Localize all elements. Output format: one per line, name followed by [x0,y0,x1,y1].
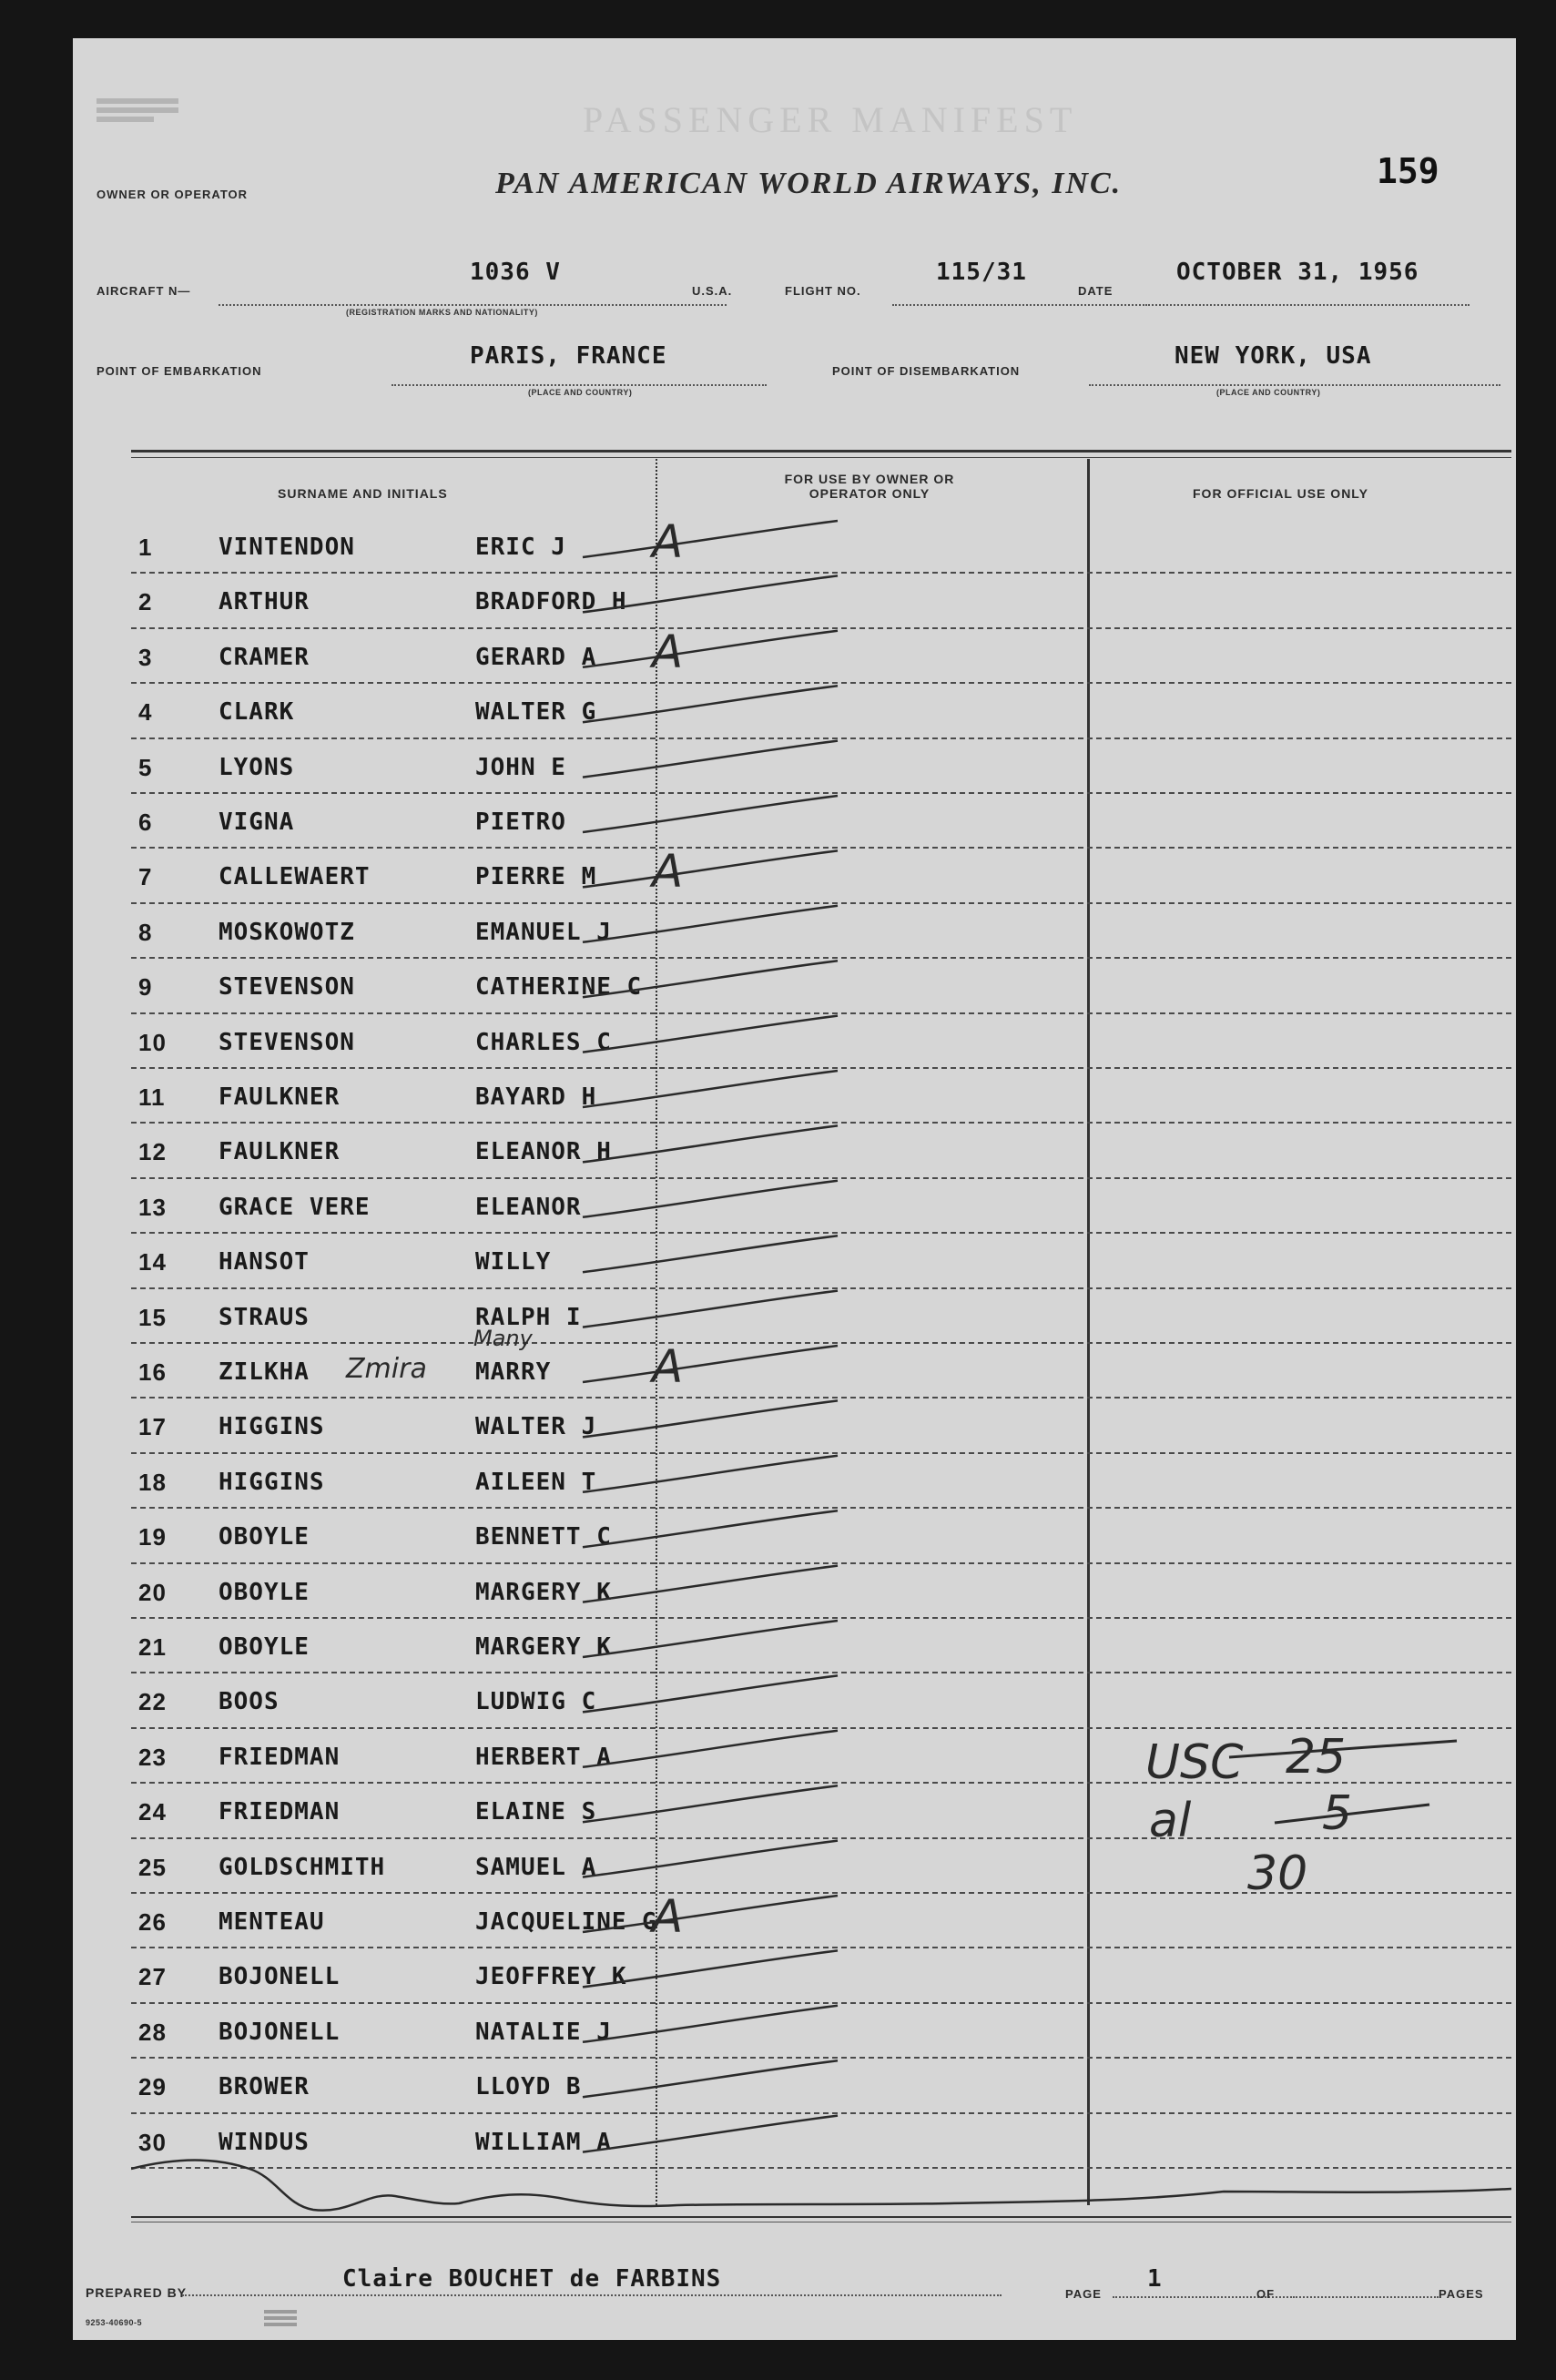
passenger-given-name: WILLY [475,1248,552,1276]
passenger-surname: MENTEAU [219,1908,325,1936]
page-number: 159 [1377,151,1439,191]
row-number: 21 [138,1633,167,1661]
passenger-surname: FAULKNER [219,1083,341,1111]
passenger-surname: FRIEDMAN [219,1798,341,1826]
tick-stroke [583,631,838,667]
row-number: 7 [138,863,153,891]
row-number: 23 [138,1743,167,1771]
passenger-given-name: JEOFFREY K [475,1963,627,1991]
manifest-title: PASSENGER MANIFEST [583,99,1078,140]
passenger-surname: HIGGINS [219,1413,325,1441]
passenger-surname: FAULKNER [219,1138,341,1166]
passenger-surname: GOLDSCHMITH [219,1853,386,1881]
embarkation-value: PARIS, FRANCE [470,342,667,370]
passenger-surname: HIGGINS [219,1468,325,1496]
check-mark-a: A [652,625,684,678]
row-number: 10 [138,1028,167,1056]
passenger-given-name: EMANUEL J [475,918,612,946]
passenger-given-name: ELEANOR [475,1193,582,1221]
passenger-surname: GRACE VERE [219,1193,371,1221]
row-number: 11 [138,1083,166,1111]
official-note-2-value: 5 [1322,1786,1353,1841]
passenger-surname: STEVENSON [219,1028,355,1056]
aircraft-value: 1036 V [470,259,561,286]
row-number: 29 [138,2073,167,2101]
aircraft-label: AIRCRAFT N— [97,284,191,298]
passenger-surname: BROWER [219,2073,310,2101]
passenger-surname: MOSKOWOTZ [219,918,355,946]
row-number: 3 [138,643,153,671]
disembarkation-label: POINT OF DISEMBARKATION [832,364,1021,378]
tick-stroke [583,1621,838,1657]
passenger-given-name: WILLIAM A [475,2128,612,2156]
row-number: 20 [138,1578,167,1606]
tick-stroke [583,1731,838,1767]
passenger-surname: FRIEDMAN [219,1743,341,1771]
column-header-official-use: FOR OFFICIAL USE ONLY [1193,486,1368,501]
passenger-surname: CALLEWAERT [219,863,371,891]
tick-stroke [583,1346,838,1382]
passenger-given-name: NATALIE J [475,2018,612,2046]
passenger-surname: VINTENDON [219,534,355,561]
passenger-surname: VIGNA [219,809,295,836]
row-number: 26 [138,1908,167,1936]
tick-stroke [583,906,838,942]
printer-stamp [264,2307,297,2331]
embarkation-label: POINT OF EMBARKATION [97,364,262,378]
row-number: 5 [138,753,153,781]
passenger-surname: OBOYLE [219,1523,310,1551]
passenger-given-name: BAYARD H [475,1083,597,1111]
tick-stroke [583,1181,838,1217]
row-number: 2 [138,588,153,616]
owner-value: PAN AMERICAN WORLD AIRWAYS, INC. [495,167,1123,200]
table-bottom-rule [131,2216,1511,2218]
passenger-given-name: LUDWIG C [475,1688,597,1716]
passenger-given-name: PIERRE M [475,863,597,891]
passenger-given-name: MARRY [475,1358,552,1386]
tick-stroke [583,796,838,832]
passenger-surname: BOJONELL [219,1963,341,1991]
passenger-given-name: ELEANOR H [475,1138,612,1166]
official-note-total: 30 [1247,1846,1308,1901]
tick-stroke [583,1400,838,1437]
usa-label: U.S.A. [692,284,733,298]
check-mark-a: A [652,845,684,899]
tick-stroke [583,686,838,722]
row-number: 16 [138,1358,167,1386]
check-mark-a: A [652,515,684,568]
tick-stroke [583,2060,838,2097]
passenger-given-name: CATHERINE C [475,973,643,1002]
row-number: 28 [138,2018,167,2046]
check-mark-a: A [652,1890,684,1943]
tick-stroke [583,1236,838,1272]
passenger-surname: ZILKHA [219,1358,310,1386]
passenger-given-name: CHARLES C [475,1028,612,1056]
row-number: 1 [138,534,153,561]
passenger-given-name: PIETRO [475,809,566,836]
row-number: 4 [138,698,153,727]
passenger-given-name: MARGERY K [475,1578,612,1606]
form-code: 9253-40690-5 [86,2318,143,2327]
tick-stroke [583,1566,838,1602]
handwritten-given-name: Zmira [346,1353,427,1385]
passenger-given-name: RALPH I [475,1303,582,1331]
page-value: 1 [1147,2265,1163,2293]
tick-stroke [583,850,838,887]
row-number: 12 [138,1138,167,1166]
passenger-given-name: GERARD A [475,643,597,671]
disembarkation-sublabel: (PLACE AND COUNTRY) [1216,388,1321,397]
row-number: 27 [138,1963,167,1991]
closing-wave-line [131,2141,1511,2223]
tick-stroke [583,1071,838,1107]
passenger-given-name: WALTER G [475,698,597,727]
official-note-1-value: 25 [1286,1730,1347,1785]
tick-stroke [583,1456,838,1492]
passenger-given-name: SAMUEL A [475,1853,597,1881]
prepared-by-label: PREPARED BY [86,2285,188,2300]
check-mark-a: A [652,1340,684,1393]
page-label: PAGE [1065,2287,1102,2301]
passenger-given-name: LLOYD B [475,2073,582,2101]
row-number: 24 [138,1798,167,1826]
tick-stroke [583,2006,838,2042]
pages-label: PAGES [1439,2287,1484,2301]
passenger-given-name: ERIC J [475,534,566,561]
date-value: OCTOBER 31, 1956 [1176,259,1419,286]
row-number: 14 [138,1248,167,1276]
tick-stroke [583,575,838,612]
tick-stroke [583,1896,838,1932]
official-note-1-label: USC [1145,1735,1244,1790]
embarkation-sublabel: (PLACE AND COUNTRY) [528,388,633,397]
handwritten-correction: Many [473,1326,533,1351]
passenger-surname: ARTHUR [219,588,310,616]
passenger-surname: LYONS [219,753,295,781]
passenger-surname: STEVENSON [219,973,355,1002]
passenger-given-name: WALTER J [475,1413,597,1441]
row-number: 6 [138,809,153,836]
row-number: 17 [138,1413,167,1441]
passenger-surname: CRAMER [219,643,310,671]
passenger-given-name: JOHN E [475,753,566,781]
tick-stroke [583,521,838,557]
row-number: 30 [138,2128,167,2156]
tick-stroke [583,1291,838,1327]
column-header-owner-use: FOR USE BY OWNER OR OPERATOR ONLY [784,472,955,501]
passenger-given-name: ELAINE S [475,1798,597,1826]
tick-stroke [583,1950,838,1987]
of-label: OF [1256,2287,1276,2301]
row-number: 8 [138,918,153,946]
manifest-sheet [73,38,1516,2340]
row-number: 18 [138,1468,167,1496]
row-number: 15 [138,1303,167,1331]
date-label: DATE [1078,284,1114,298]
passenger-given-name: HERBERT A [475,1743,612,1771]
tick-stroke [583,1125,838,1162]
passenger-given-name: MARGERY K [475,1633,612,1661]
prepared-by-value: Claire BOUCHET de FARBINS [342,2265,722,2293]
tick-stroke [583,961,838,997]
passenger-surname: BOOS [219,1688,280,1716]
column-header-name: SURNAME AND INITIALS [278,486,448,501]
passenger-given-name: JACQUELINE G [475,1908,657,1936]
passenger-surname: BOJONELL [219,2018,341,2046]
row-number: 19 [138,1523,167,1551]
tick-stroke [583,1785,838,1822]
row-number: 13 [138,1193,167,1221]
official-note-2-label: al [1149,1794,1192,1848]
official-note-strokes [1138,1714,1520,1859]
passenger-surname: OBOYLE [219,1578,310,1606]
flight-value: 115/31 [936,259,1027,286]
passenger-surname: WINDUS [219,2128,310,2156]
flight-label: FLIGHT NO. [785,284,861,298]
tick-stroke [583,1841,838,1877]
row-number: 22 [138,1688,167,1716]
disembarkation-value: NEW YORK, USA [1175,342,1372,370]
passenger-surname: OBOYLE [219,1633,310,1661]
row-number: 9 [138,973,153,1002]
row-number: 25 [138,1853,167,1881]
passenger-given-name: BENNETT C [475,1523,612,1551]
passenger-given-name: AILEEN T [475,1468,597,1496]
passenger-surname: CLARK [219,698,295,727]
tick-stroke [583,1016,838,1053]
tick-stroke [583,1510,838,1547]
tick-stroke [583,1675,838,1712]
passenger-surname: STRAUS [219,1303,310,1331]
tick-stroke [583,741,838,778]
passenger-given-name: BRADFORD H [475,588,627,616]
aircraft-sublabel: (REGISTRATION MARKS AND NATIONALITY) [346,308,538,317]
owner-label: OWNER OR OPERATOR [97,188,249,201]
passenger-surname: HANSOT [219,1248,310,1276]
